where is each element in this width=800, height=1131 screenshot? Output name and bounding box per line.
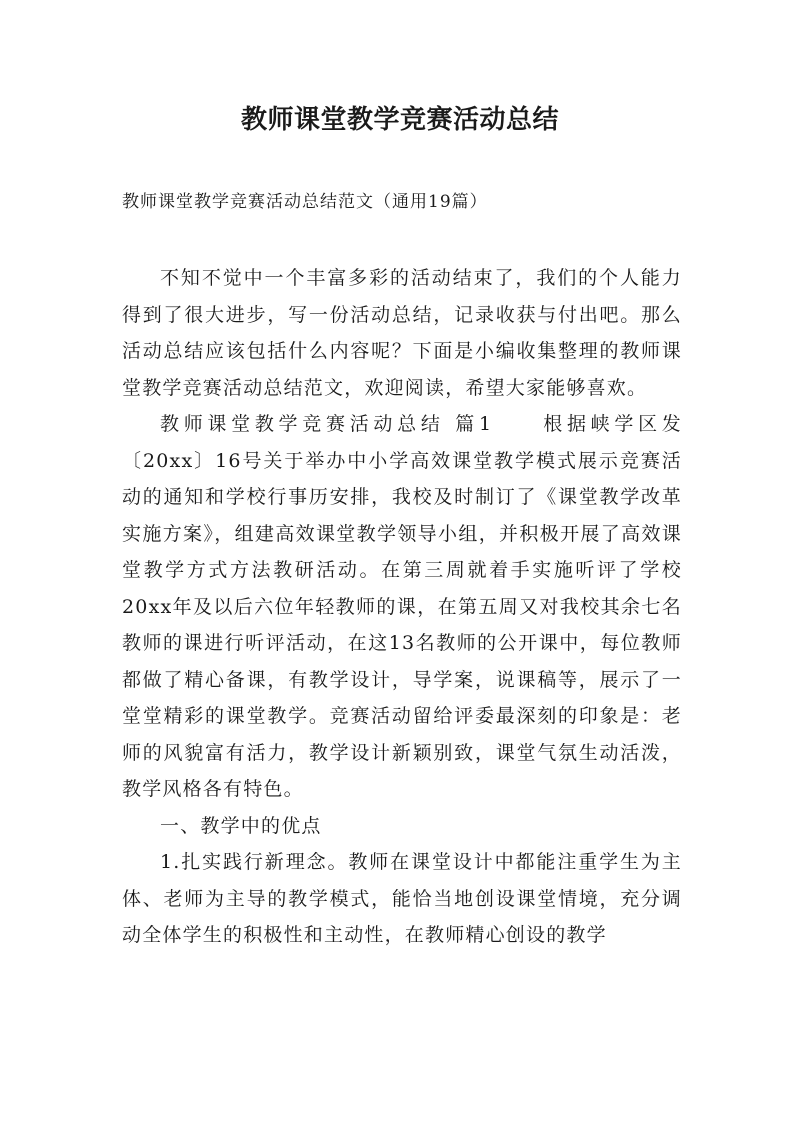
point-1-paragraph: 1.扎实践行新理念。教师在课堂设计中都能注重学生为主体、老师为主导的教学模式，能恰当地创设课堂情境，充分调动全体学生的积极性和主动性，在教师精心创设的教学 (122, 851, 682, 946)
section-heading: 一、教学中的优点 (160, 814, 322, 837)
document-title: 教师课堂教学竞赛活动总结 (240, 105, 559, 135)
document-subtitle: 教师课堂教学竞赛活动总结范文（通用19篇） (122, 192, 488, 212)
document-body (122, 260, 682, 954)
section-1-paragraph: 教师课堂教学竞赛活动总结 篇1 根据峡学区发〔20xx〕16号关于举办中小学高效课堂教学模式展示竞赛活动的通知和学校行事历安排，我校及时制订了《课堂教学改革实施方案》，组建高效课堂教学领导小组，并积极开展了高效课堂教学方式方法教研活动。在第三周就着手实施听评了学校20xx年及以后六位年轻教师的课，在第五周又对我校其余七名教师的课进行听评活动，在这13名教师的公开课中，每位教师都做了精心备课，有教学设计，导学案，说课稿等，展示了一堂堂精彩的课堂教学。竞赛活动留给评委最深刻的印象是：老师的风貌富有活力，教学设计新颖别致，课堂气氛生动活泼，教学风格各有特色。 (122, 413, 682, 800)
intro-paragraph: 不知不觉中一个丰富多彩的活动结束了，我们的个人能力得到了很大进步，写一份活动总结，记录收获与付出吧。那么活动总结应该包括什么内容呢？下面是小编收集整理的教师课堂教学竞赛活动总结范文，欢迎阅读，希望大家能够喜欢。 (122, 267, 682, 399)
